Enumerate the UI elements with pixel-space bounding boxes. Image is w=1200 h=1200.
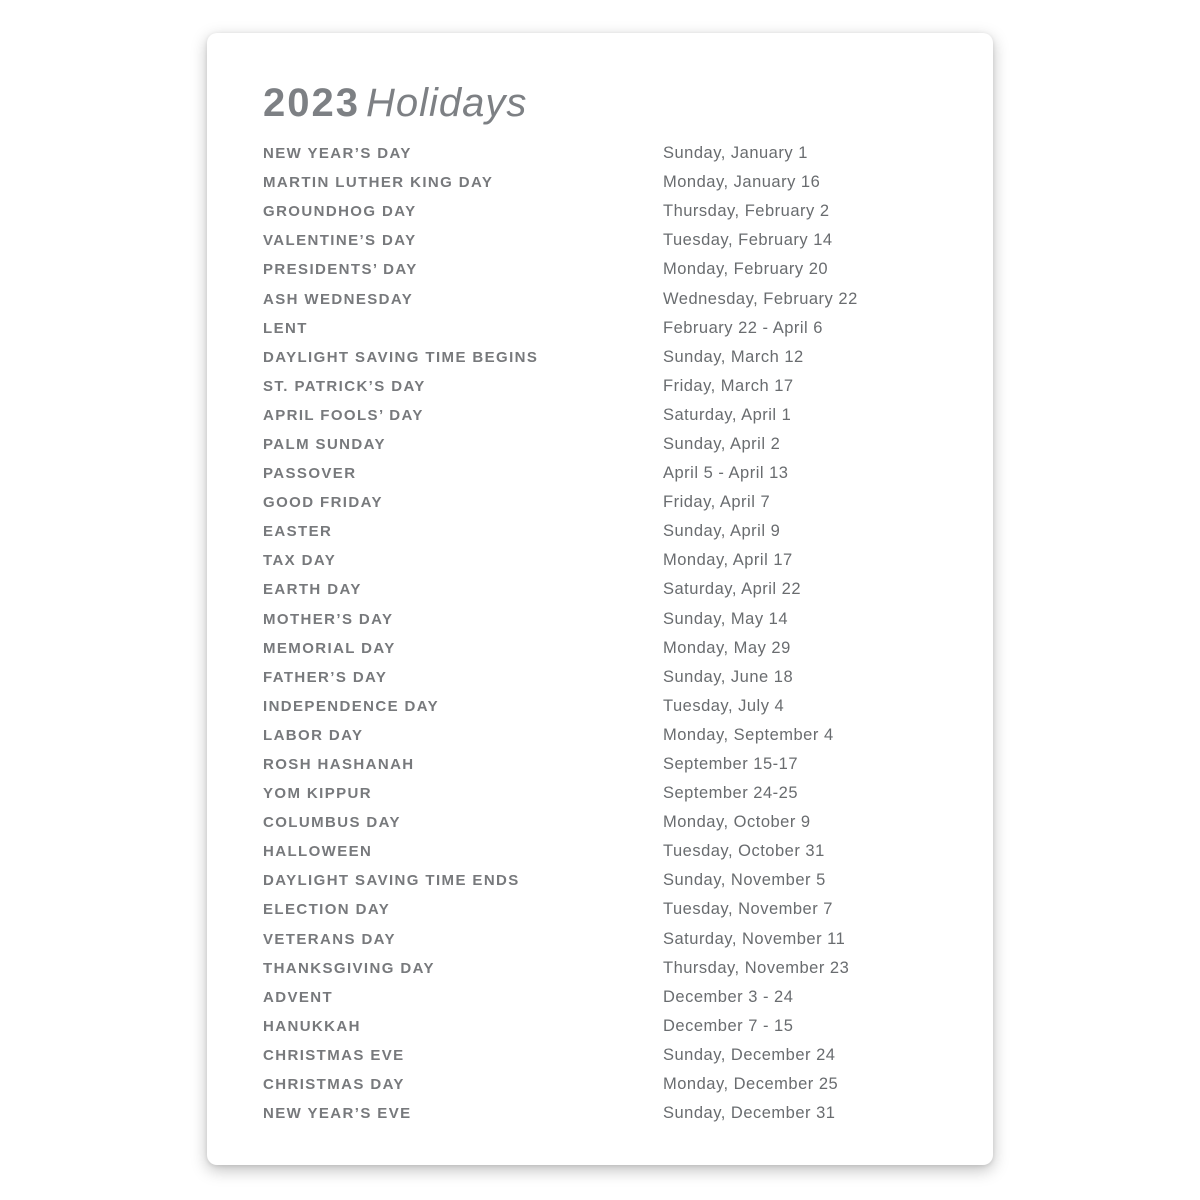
holiday-date: Thursday, November 23 xyxy=(663,958,850,977)
holiday-date: Sunday, December 24 xyxy=(663,1045,836,1064)
holiday-date: Monday, January 16 xyxy=(663,173,821,192)
holiday-row xyxy=(263,546,983,575)
holiday-name: PASSOVER xyxy=(263,465,357,483)
holiday-name: THANKSGIVING DAY xyxy=(263,959,435,977)
holiday-row xyxy=(263,575,983,604)
holiday-date: Monday, April 17 xyxy=(663,551,793,570)
holiday-date: Monday, May 29 xyxy=(663,638,791,657)
holiday-row xyxy=(263,808,983,837)
holiday-name: ELECTION DAY xyxy=(263,901,391,919)
holiday-date: Thursday, February 2 xyxy=(663,202,830,221)
holiday-row xyxy=(263,343,983,372)
holiday-row xyxy=(263,954,983,983)
holiday-date: Tuesday, November 7 xyxy=(663,900,833,919)
holiday-date: Saturday, November 11 xyxy=(663,929,846,948)
holiday-date: April 5 - April 13 xyxy=(663,464,789,483)
holiday-name: TAX DAY xyxy=(263,552,337,570)
holiday-name: NEW YEAR’S EVE xyxy=(263,1105,412,1123)
holiday-row xyxy=(263,168,983,197)
holiday-row xyxy=(263,1070,983,1099)
holiday-date: Saturday, April 1 xyxy=(663,405,792,424)
holiday-card xyxy=(207,33,993,1165)
holiday-row xyxy=(263,866,983,895)
holiday-name: COLUMBUS DAY xyxy=(263,814,401,832)
holiday-date: Sunday, January 1 xyxy=(663,144,808,163)
holiday-date: September 24-25 xyxy=(663,784,798,803)
holiday-name: EASTER xyxy=(263,523,333,541)
holiday-date: Sunday, November 5 xyxy=(663,871,826,890)
holiday-date: Wednesday, February 22 xyxy=(663,289,858,308)
holiday-name: FATHER’S DAY xyxy=(263,668,388,686)
holiday-name: MARTIN LUTHER KING DAY xyxy=(263,174,494,192)
holiday-row xyxy=(263,837,983,866)
holiday-row xyxy=(263,895,983,924)
holiday-row xyxy=(263,1041,983,1070)
holiday-name: ST. PATRICK’S DAY xyxy=(263,377,426,395)
holiday-date: Friday, April 7 xyxy=(663,493,771,512)
holiday-name: MEMORIAL DAY xyxy=(263,639,396,657)
holiday-name: LENT xyxy=(263,319,308,337)
holiday-row xyxy=(263,401,983,430)
holiday-row xyxy=(263,488,983,517)
holiday-date: Sunday, December 31 xyxy=(663,1104,836,1123)
holiday-name: DAYLIGHT SAVING TIME BEGINS xyxy=(263,348,539,366)
holiday-date: Monday, September 4 xyxy=(663,725,834,744)
holiday-row xyxy=(263,1012,983,1041)
holiday-date: Sunday, April 2 xyxy=(663,434,781,453)
holiday-row xyxy=(263,517,983,546)
holiday-row xyxy=(263,459,983,488)
holiday-row xyxy=(263,750,983,779)
holiday-date: Tuesday, July 4 xyxy=(663,696,785,715)
holiday-name: CHRISTMAS DAY xyxy=(263,1076,405,1094)
holiday-date: Monday, December 25 xyxy=(663,1075,839,1094)
holiday-name: ROSH HASHANAH xyxy=(263,756,415,774)
holiday-row xyxy=(263,197,983,226)
holiday-name: LABOR DAY xyxy=(263,726,364,744)
holiday-date: September 15-17 xyxy=(663,755,798,774)
holiday-name: CHRISTMAS EVE xyxy=(263,1046,405,1064)
holiday-name: DAYLIGHT SAVING TIME ENDS xyxy=(263,872,520,890)
holiday-name: GROUNDHOG DAY xyxy=(263,203,417,221)
holiday-name: VETERANS DAY xyxy=(263,930,396,948)
holiday-row xyxy=(263,779,983,808)
title-year: 2023 xyxy=(263,81,360,125)
holiday-row xyxy=(263,721,983,750)
holiday-name: NEW YEAR’S DAY xyxy=(263,145,412,163)
holiday-date: Tuesday, October 31 xyxy=(663,842,825,861)
holiday-row xyxy=(263,430,983,459)
holiday-date: December 3 - 24 xyxy=(663,987,794,1006)
holiday-date: Sunday, May 14 xyxy=(663,609,789,628)
holiday-date: Monday, February 20 xyxy=(663,260,829,279)
holiday-name: HANUKKAH xyxy=(263,1017,361,1035)
holiday-name: PALM SUNDAY xyxy=(263,435,386,453)
holiday-date: February 22 - April 6 xyxy=(663,318,823,337)
holiday-row xyxy=(263,314,983,343)
holiday-row xyxy=(263,983,983,1012)
holiday-name: PRESIDENTS’ DAY xyxy=(263,261,418,279)
holiday-row xyxy=(263,284,983,313)
holiday-date: Sunday, April 9 xyxy=(663,522,781,541)
holiday-date: Friday, March 17 xyxy=(663,376,794,395)
holiday-date: Sunday, March 12 xyxy=(663,347,804,366)
holiday-row xyxy=(263,605,983,634)
holiday-name: YOM KIPPUR xyxy=(263,785,373,803)
holiday-name: GOOD FRIDAY xyxy=(263,494,383,512)
page-title xyxy=(263,81,993,125)
holiday-row xyxy=(263,255,983,284)
holiday-name: EARTH DAY xyxy=(263,581,362,599)
holiday-row xyxy=(263,634,983,663)
holiday-name: ASH WEDNESDAY xyxy=(263,290,414,308)
holiday-name: APRIL FOOLS’ DAY xyxy=(263,406,424,424)
holiday-name: HALLOWEEN xyxy=(263,843,373,861)
holiday-name: MOTHER’S DAY xyxy=(263,610,394,628)
holiday-date: Monday, October 9 xyxy=(663,813,811,832)
title-word: Holidays xyxy=(365,81,528,125)
holiday-row xyxy=(263,372,983,401)
holiday-row xyxy=(263,226,983,255)
holiday-list xyxy=(263,139,983,1128)
holiday-row xyxy=(263,692,983,721)
holiday-date: December 7 - 15 xyxy=(663,1016,794,1035)
holiday-date: Tuesday, February 14 xyxy=(663,231,833,250)
holiday-date: Sunday, June 18 xyxy=(663,667,794,686)
holiday-name: INDEPENDENCE DAY xyxy=(263,697,440,715)
holiday-row xyxy=(263,1099,983,1128)
holiday-date: Saturday, April 22 xyxy=(663,580,802,599)
holiday-name: VALENTINE’S DAY xyxy=(263,232,417,250)
holiday-row xyxy=(263,663,983,692)
holiday-row xyxy=(263,139,983,168)
holiday-name: ADVENT xyxy=(263,988,334,1006)
holiday-row xyxy=(263,925,983,954)
